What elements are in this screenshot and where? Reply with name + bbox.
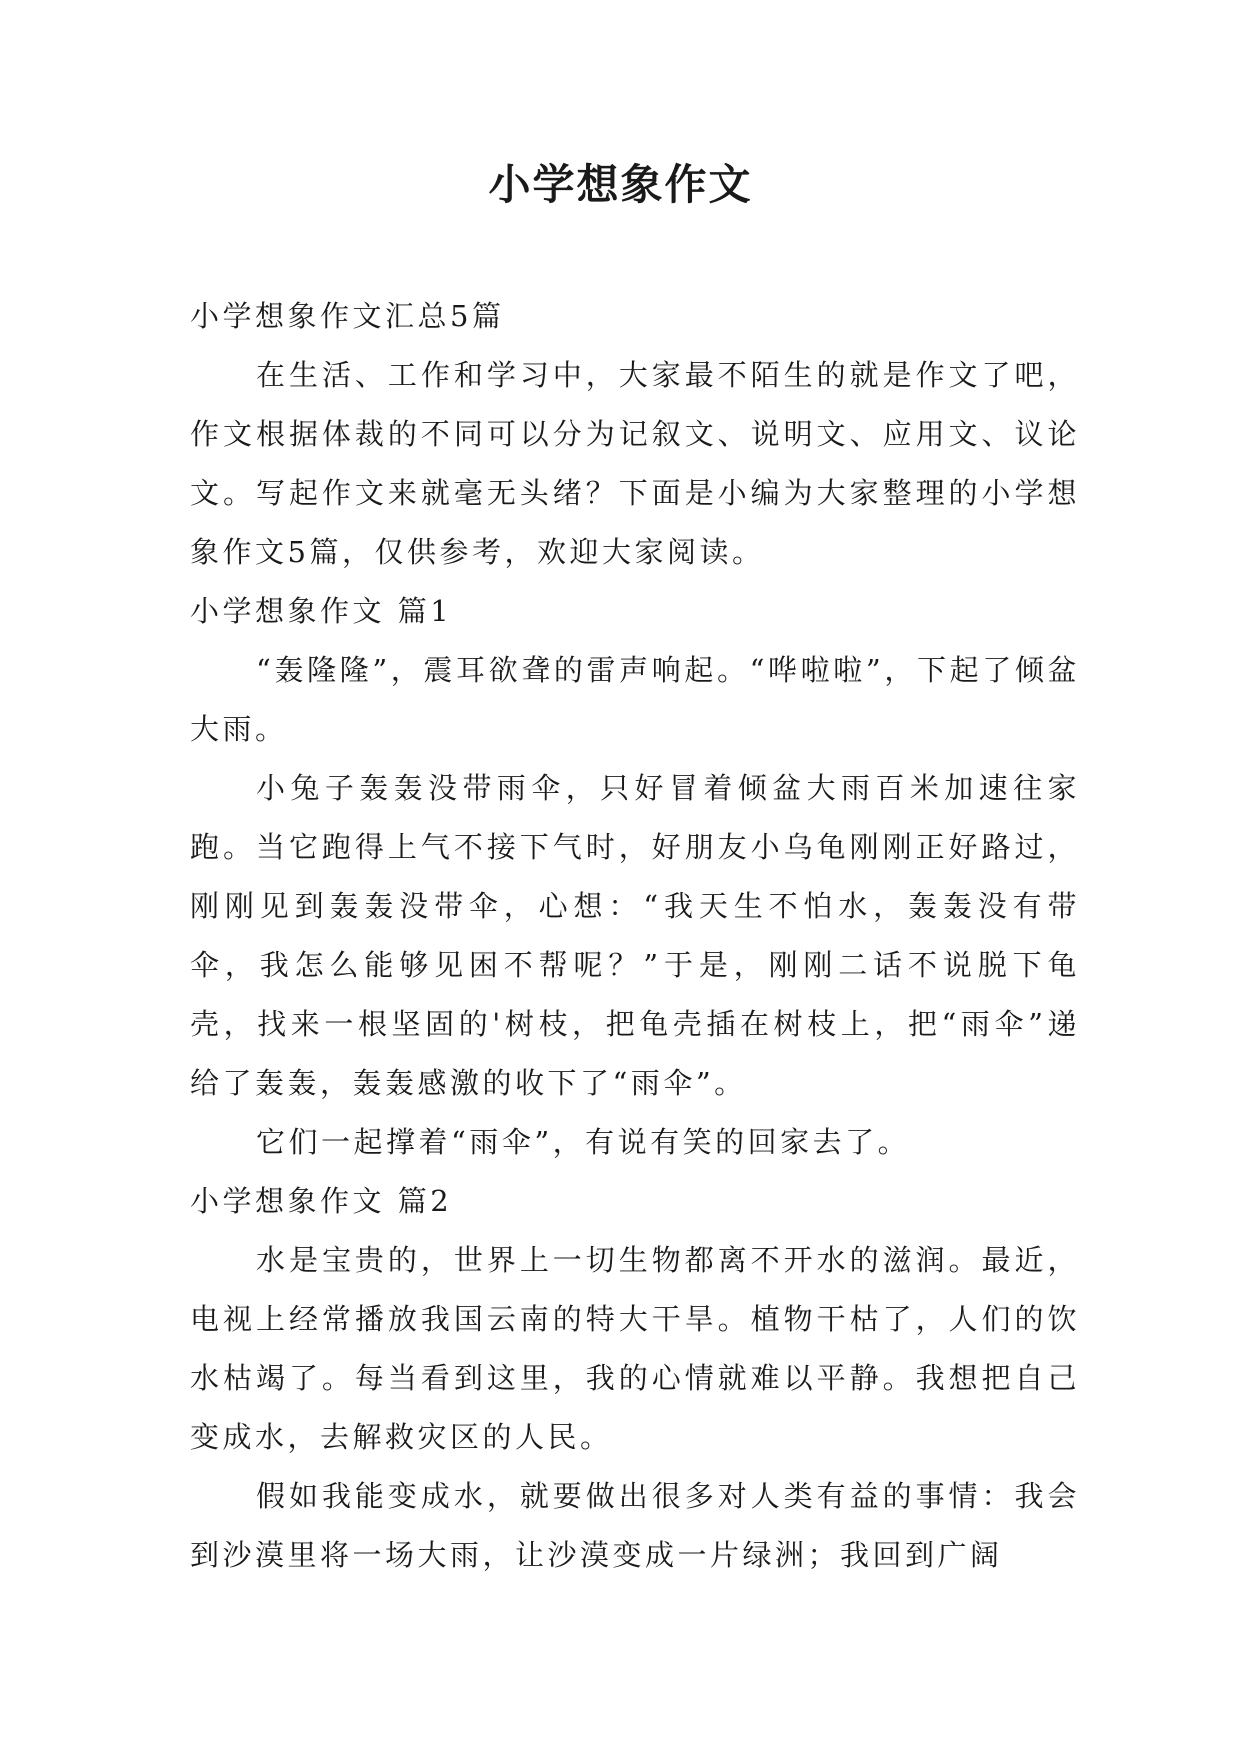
body-paragraph: 它们一起撑着“雨伞”，有说有笑的回家去了。 xyxy=(256,1125,911,1159)
section-heading: 小学想象作文 篇2 xyxy=(190,1184,453,1218)
section-heading: 小学想象作文汇总5篇 xyxy=(190,299,505,333)
body-paragraph: 在生活、工作和学习中，大家最不陌生的就是作文了吧，作文根据体裁的不同可以分为记叙文、说明文、应用文、议论文。写起作文来就毫无头绪？下面是小编为大家整理的小学想象作文5篇，仅供参考，欢迎大家阅读。 xyxy=(190,358,1080,569)
document-body xyxy=(190,287,1080,1585)
document-title: 小学想象作文 xyxy=(488,160,753,209)
body-paragraph: “轰隆隆”，震耳欲聋的雷声响起。“哗啦啦”，下起了倾盆大雨。 xyxy=(190,653,1080,746)
body-paragraph: 水是宝贵的，世界上一切生物都离不开水的滋润。最近，电视上经常播放我国云南的特大干旱。植物干枯了，人们的饮水枯竭了。每当看到这里，我的心情就难以平静。我想把自己变成水，去解救灾区的人民。 xyxy=(190,1243,1080,1454)
section-heading: 小学想象作文 篇1 xyxy=(190,594,453,628)
body-paragraph: 假如我能变成水，就要做出很多对人类有益的事情：我会到沙漠里将一场大雨，让沙漠变成一片绿洲；我回到广阔 xyxy=(190,1479,1080,1572)
body-paragraph: 小兔子轰轰没带雨伞，只好冒着倾盆大雨百米加速往家跑。当它跑得上气不接下气时，好朋友小乌龟刚刚正好路过，刚刚见到轰轰没带伞，心想：“我天生不怕水，轰轰没有带伞，我怎么能够见困不帮呢？”于是，刚刚二话不说脱下龟壳，找来一根坚固的'树枝，把龟壳插在树枝上，把“雨伞”递给了轰轰，轰轰感激的收下了“雨伞”。 xyxy=(190,771,1080,1100)
